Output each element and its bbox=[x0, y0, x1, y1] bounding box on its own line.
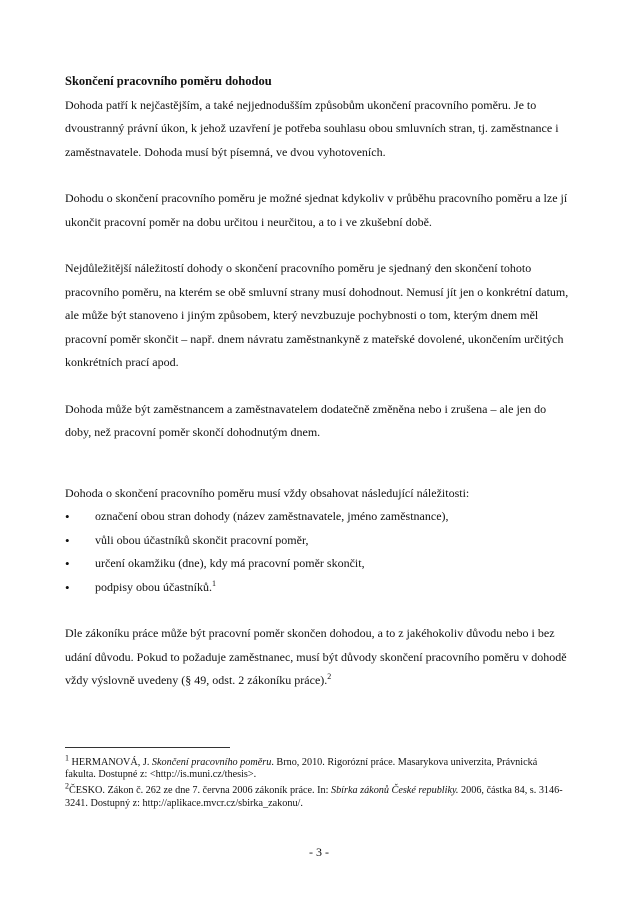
list-intro: Dohoda o skončení pracovního poměru musí vždy obsahovat následující náležitosti: bbox=[65, 485, 470, 500]
footnote-divider bbox=[65, 747, 230, 748]
closing-paragraph bbox=[65, 622, 575, 693]
page-number: - 3 - bbox=[309, 845, 329, 859]
footnote-2 bbox=[65, 782, 565, 809]
list-item bbox=[65, 505, 575, 529]
paragraph-4: Dohoda může být zaměstnancem a zaměstnavatelem dodatečně změněna nebo i zrušena – ale jen do doby, než pracovní poměr skončí dohodnutým dnem. bbox=[65, 401, 547, 439]
closing-paragraph-text: Dle zákoníku práce může být pracovní poměr skončen dohodou, a to z jakéhokoliv důvodu nebo i bez udání důvodu. Pokud to požaduje zaměstnanec, musí být důvody skončení pracovního poměru v dohodě vždy výslovně uvedeny (§ 49, odst. 2 zákoníku práce). bbox=[65, 626, 567, 687]
bullet-icon: • bbox=[65, 556, 70, 571]
bullet-icon: • bbox=[65, 509, 70, 524]
list-item bbox=[65, 529, 575, 553]
footnote-text-start: ČESKO. Zákon č. 262 ze dne 7. června 2006 zákoník práce. In: bbox=[69, 785, 331, 797]
footnotes bbox=[65, 753, 565, 814]
footnote-1 bbox=[65, 753, 565, 781]
section-heading: Skončení pracovního poměru dohodou bbox=[65, 74, 272, 88]
footnote-title: Sbírka zákonů České republiky. bbox=[330, 785, 459, 797]
footnote-mark: 1 bbox=[65, 753, 69, 763]
footnote-mark: 2 bbox=[65, 782, 69, 792]
footnote-ref-2: 2 bbox=[327, 672, 332, 681]
list-item bbox=[65, 576, 575, 600]
footnote-text-start: HERMANOVÁ, J. bbox=[71, 757, 152, 768]
bullet-icon: • bbox=[65, 532, 70, 548]
paragraph-2: Dohodu o skončení pracovního poměru je možné sjednat kdykoliv v průběhu pracovního poměru a lze jí ukončit pracovní poměr na dobu určitou i neurčitou, a to i ve zkušební době. bbox=[65, 191, 568, 229]
bullet-icon: • bbox=[65, 579, 70, 595]
footnote-text-end: 2006, částka 84, s. 3146-3241. Dostupný z: http://aplikace.mvcr.cz/sbirka_zakonu/. bbox=[65, 785, 563, 809]
list-item-text: označení obou stran dohody (název zaměstnavatele, jméno zaměstnance), bbox=[95, 509, 449, 523]
list-item bbox=[65, 552, 575, 576]
main-text bbox=[65, 70, 575, 693]
list-item-text: vůli obou účastníků skončit pracovní poměr, bbox=[95, 532, 309, 547]
footnote-text-end: . Brno, 2010. Rigorózní práce. Masarykova univerzita, Právnická fakulta. Dostupné z: <http://is.muni.cz/thesis>. bbox=[65, 757, 538, 781]
paragraph-3: Nejdůležitější náležitostí dohody o skončení pracovního poměru je sjednaný den skončení tohoto pracovního poměru, na kterém se obě smluvní strany musí dohodnout. Nemusí jít jen o konkrétní datum, ale může být stanoveno i jiným způsobem, který nevzbuzuje pochybnosti o tom, kterým dnem měl pracovní poměr skončit – např. dnem návratu zaměstnankyně z mateřské dovolené, ukončením určitých konkrétních prací apod. bbox=[65, 261, 569, 369]
footnote-ref-1: 1 bbox=[212, 578, 216, 588]
paragraph-1: Dohoda patří k nejčastějším, a také nejjednodušším způsobům ukončení pracovního poměru. Je to dvoustranný právní úkon, k jehož uzavření je potřeba souhlasu obou smluvních stran, tj. zaměstnance i zaměstnavatele. Dohoda musí být písemná, ve dvou vyhotoveních. bbox=[65, 97, 559, 159]
requirements-list bbox=[65, 505, 575, 599]
list-item-text: určení okamžiku (dne), kdy má pracovní poměr skončit, bbox=[95, 556, 365, 570]
list-item-text: podpisy obou účastníků. bbox=[95, 579, 212, 594]
footnote-title: Skončení pracovního poměru bbox=[151, 757, 272, 768]
